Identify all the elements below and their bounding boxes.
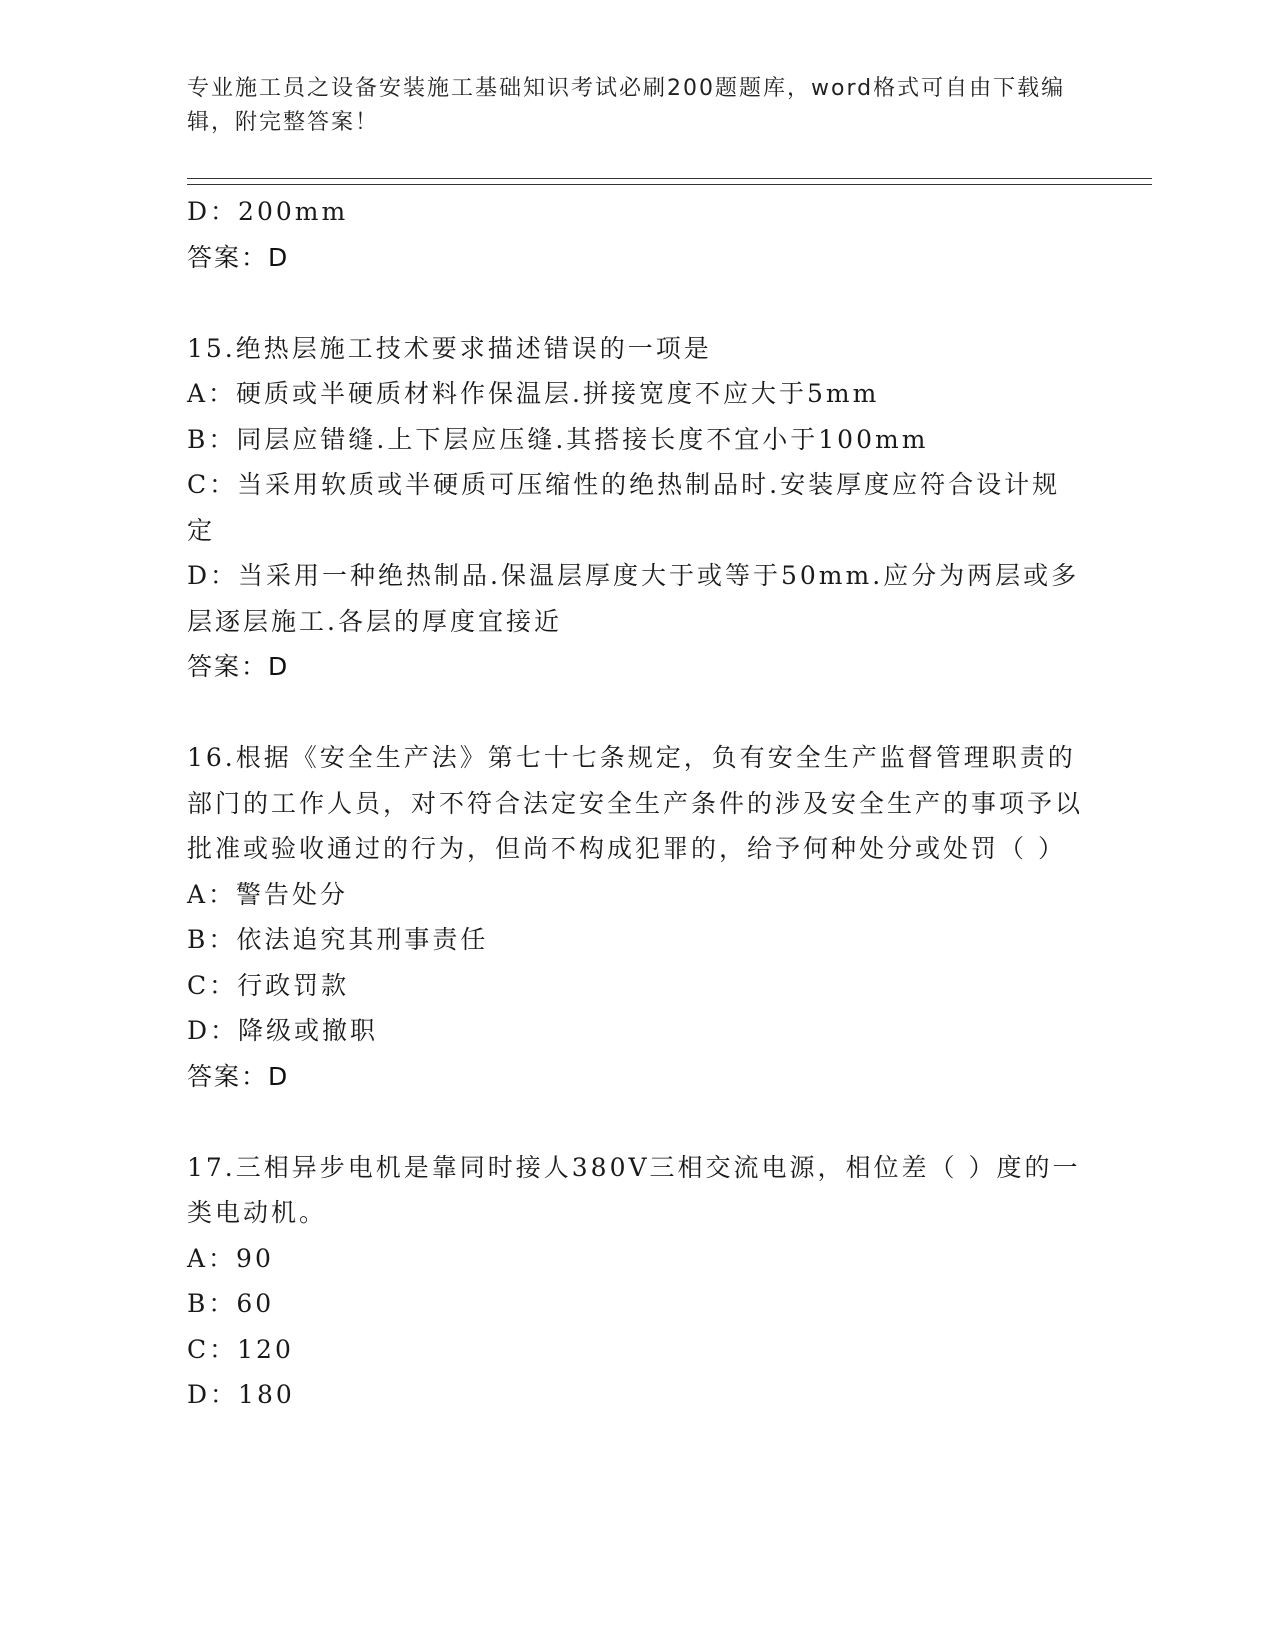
- question-stem: 16.根据《安全生产法》第七十七条规定，负有安全生产监督管理职责的部门的工作人员，对不符合法定安全生产条件的涉及安全生产的事项予以批准或验收通过的行为，但尚不构成犯罪的，给予何种处分或处罚（ ）: [187, 743, 1084, 863]
- spacer: [187, 1099, 1087, 1145]
- option-d: D：当采用一种绝热制品.保温层厚度大于或等于50mm.应分为两层或多层逐层施工.各层的厚度宜接近: [187, 561, 1080, 636]
- option-a: A：警告处分: [187, 879, 349, 909]
- option-b: B：同层应错缝.上下层应压缝.其搭接长度不宜小于100mm: [187, 424, 929, 454]
- answer-line: 答案：D: [187, 1061, 290, 1091]
- option-c: C：行政罚款: [187, 970, 350, 1000]
- question-17: [187, 1145, 1087, 1418]
- option-a: A：90: [187, 1243, 274, 1273]
- option-c: C：当采用软质或半硬质可压缩性的绝热制品时.安装厚度应符合设计规定: [187, 470, 1061, 545]
- document-body: [187, 189, 1087, 1418]
- document-header: [187, 72, 1087, 140]
- header-text: 专业施工员之设备安装施工基础知识考试必刷200题题库，word格式可自由下载编辑，附完整答案！: [187, 76, 1066, 135]
- question-15: [187, 326, 1087, 690]
- option-d: D：200mm: [187, 197, 349, 226]
- question-stem: 17.三相异步电机是靠同时接人380V三相交流电源，相位差（ ）度的一类电动机。: [187, 1152, 1081, 1227]
- previous-question-tail: [187, 189, 1087, 280]
- question-16: [187, 735, 1087, 1099]
- header-divider: [187, 178, 1152, 185]
- spacer: [187, 690, 1087, 736]
- spacer: [187, 280, 1087, 326]
- option-a: A：硬质或半硬质材料作保温层.拼接宽度不应大于5mm: [187, 379, 880, 408]
- option-b: B：60: [187, 1289, 275, 1318]
- option-c: C：120: [187, 1334, 294, 1364]
- option-b: B：依法追究其刑事责任: [187, 925, 489, 954]
- answer-line: 答案：D: [187, 652, 290, 681]
- option-d: D：降级或撤职: [187, 1016, 379, 1045]
- answer-line: 答案：D: [187, 242, 290, 272]
- option-d: D：180: [187, 1380, 295, 1409]
- question-stem: 15.绝热层施工技术要求描述错误的一项是: [187, 333, 712, 363]
